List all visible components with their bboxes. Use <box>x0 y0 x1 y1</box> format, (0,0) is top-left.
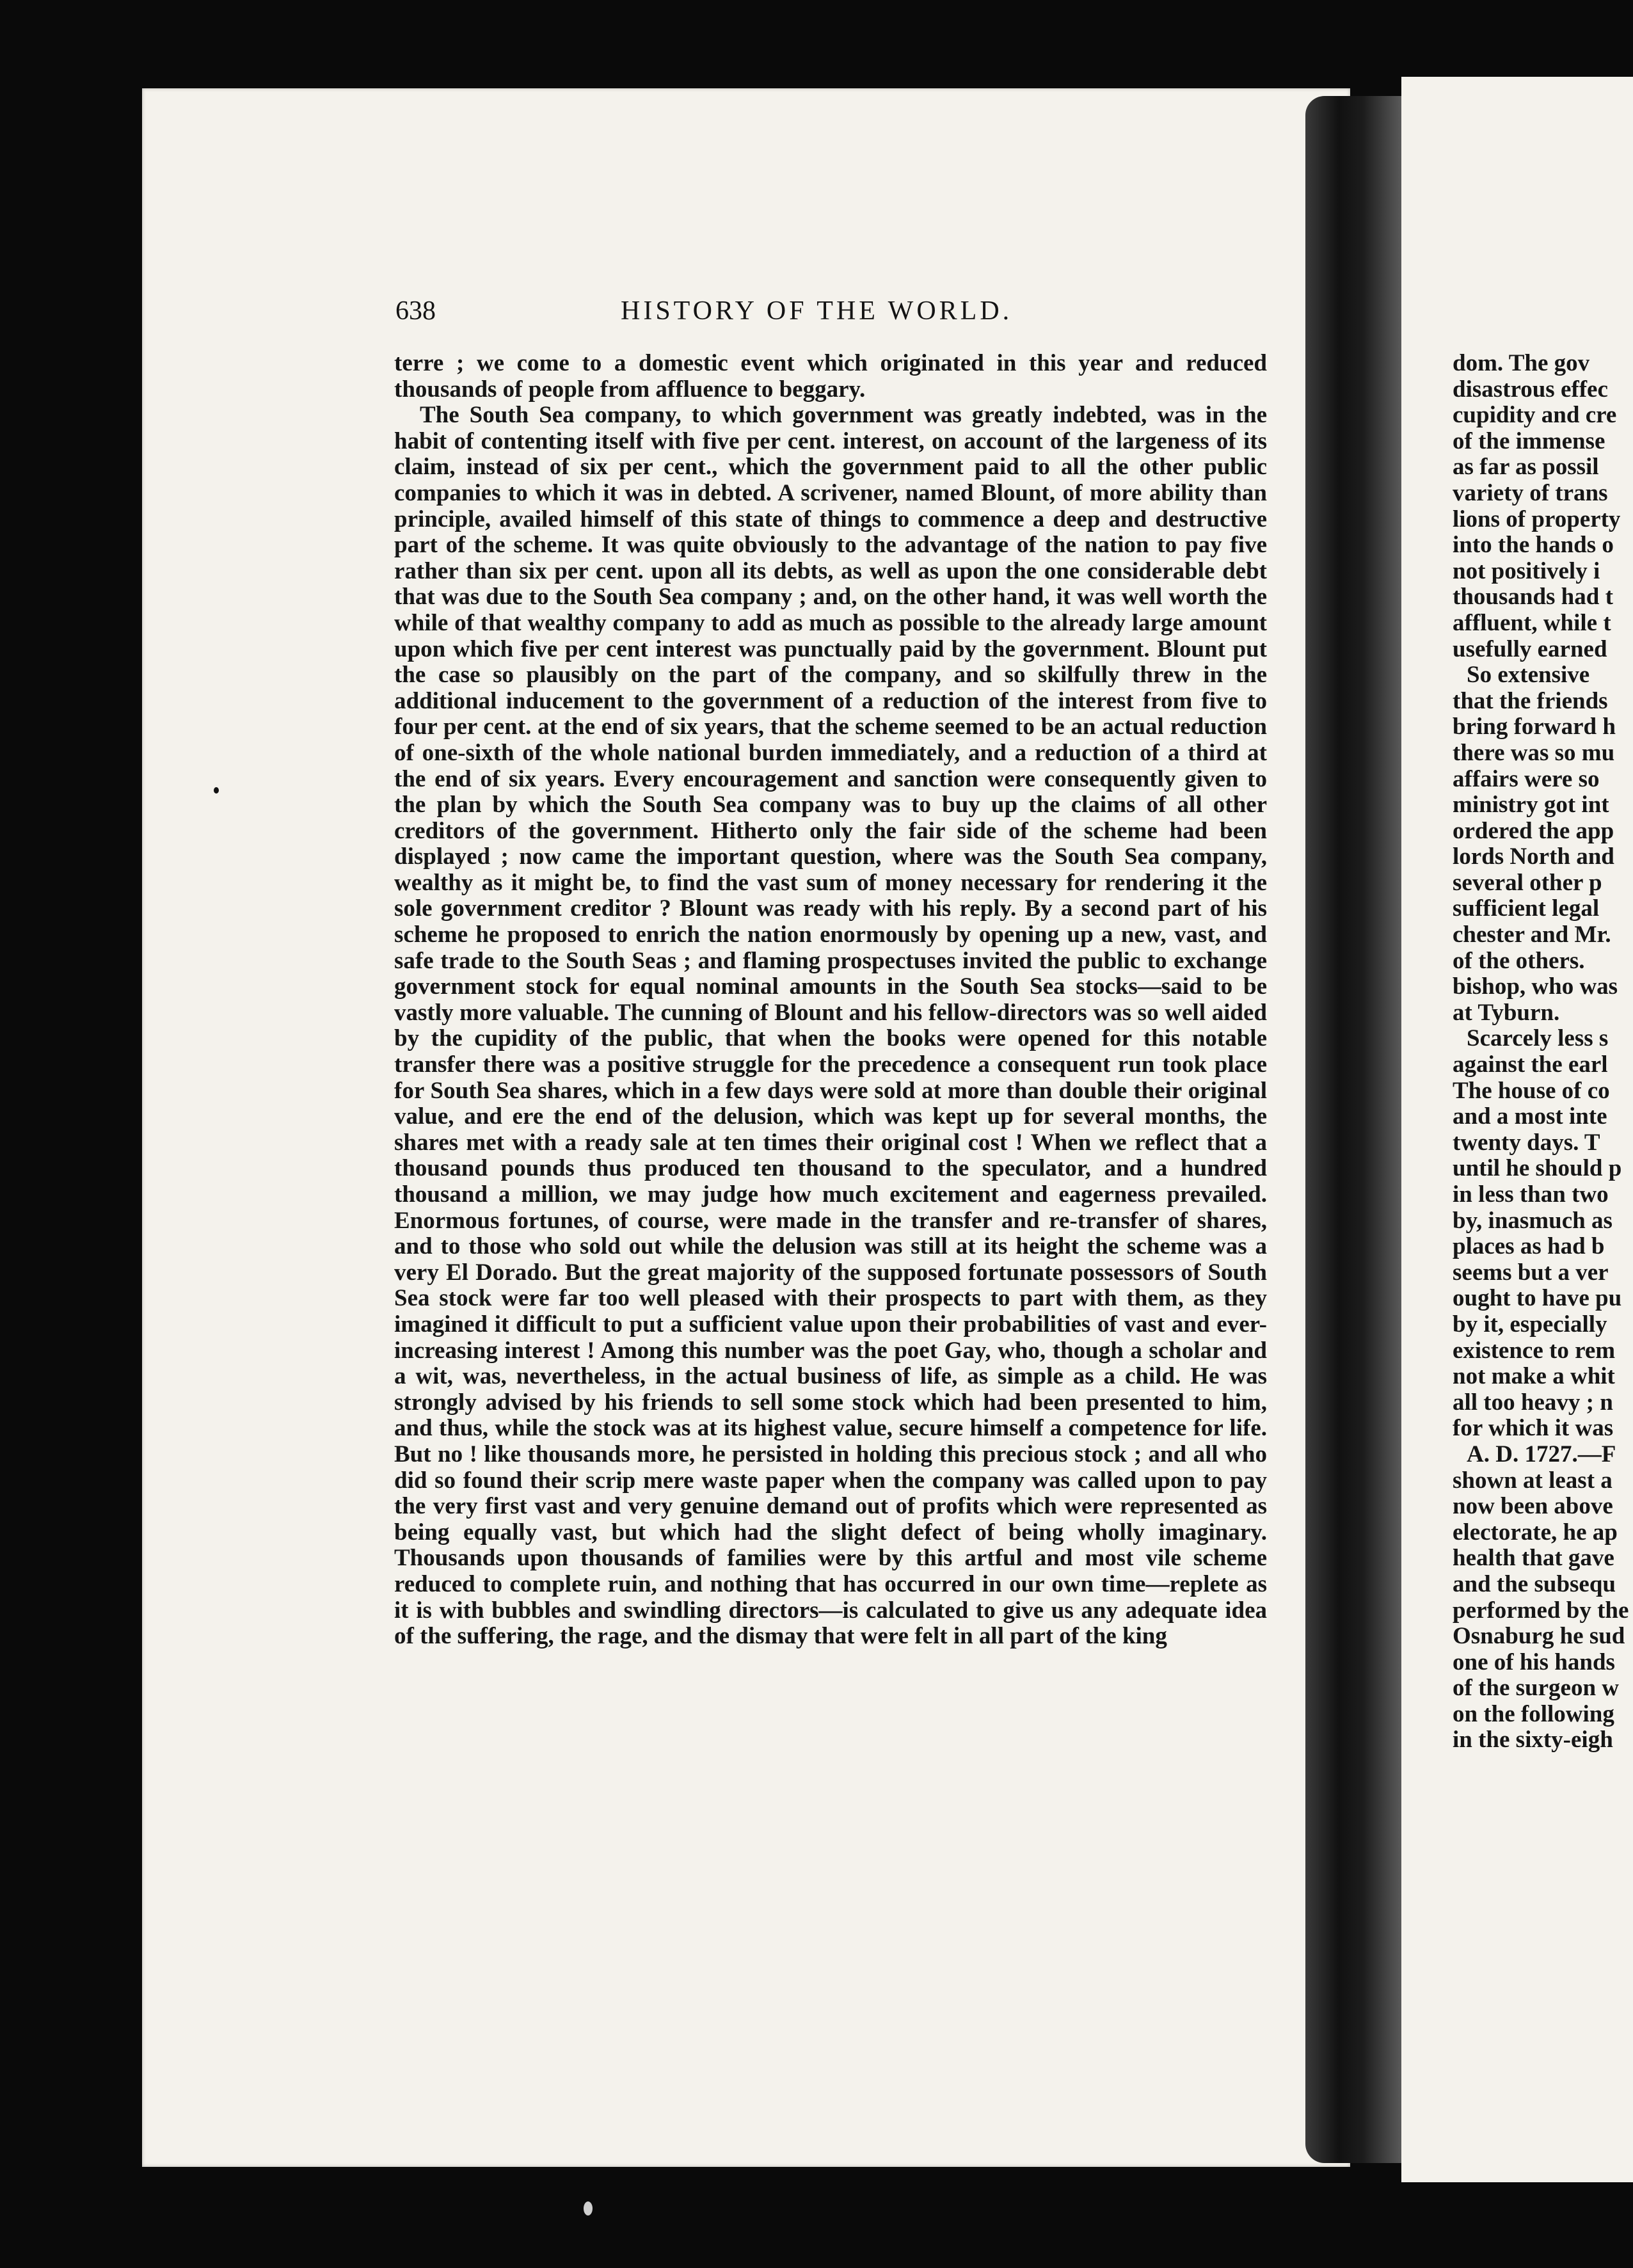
right-page-line: performed by the <box>1453 1597 1629 1624</box>
right-page-line: into the hands o <box>1453 532 1614 559</box>
right-page-line: and the subsequ <box>1453 1570 1616 1597</box>
right-page-line: at Tyburn. <box>1453 999 1560 1026</box>
right-page-line: affluent, while t <box>1453 609 1611 636</box>
scan-speck <box>584 2201 593 2216</box>
right-page-line: all too heavy ; n <box>1453 1389 1613 1416</box>
right-page-body <box>1453 351 1633 1753</box>
right-page-line: Osnaburg he sud <box>1453 1623 1625 1650</box>
right-page-line: variety of trans <box>1453 479 1608 506</box>
right-page-line: electorate, he ap <box>1453 1519 1618 1545</box>
right-page-line: of the immense <box>1453 427 1605 454</box>
right-page-line: lions of property <box>1453 506 1621 532</box>
right-page-line: ought to have pu <box>1453 1285 1622 1312</box>
right-page-line: by, inasmuch as <box>1453 1207 1613 1234</box>
right-page-line: existence to rem <box>1453 1337 1616 1364</box>
right-page-line: in the sixty-eigh <box>1453 1727 1613 1753</box>
right-page-line: against the earl <box>1453 1051 1608 1078</box>
paragraph-intro: terre ; we come to a domestic event which originated in this year and reduced thousands of people from affluence to beggary. <box>394 350 1267 403</box>
right-page-line: one of his hands <box>1453 1649 1615 1675</box>
right-page-line: chester and Mr. <box>1453 922 1611 948</box>
right-page-line: ministry got int <box>1453 792 1609 819</box>
right-page-line: dom. The gov <box>1453 350 1590 376</box>
right-page-line: lords North and <box>1453 843 1614 870</box>
right-page-line: seems but a ver <box>1453 1259 1609 1286</box>
right-page-line: affairs were so <box>1453 765 1600 792</box>
right-page-line: The house of co <box>1453 1077 1610 1104</box>
page-number: 638 <box>395 296 436 326</box>
paragraph-south-sea: The South Sea company, to which government was greatly indebted, was in the habit of contenting itself with five per cent. interest, on account of the largeness of its claim, instead of six per cent., which the government paid to all the other public companies to which it was in debted. A scrivener, named Blount, of more ability than principle, availed himself of this state of things to commence a deep and destructive part of the scheme. It was quite obviously to the advantage of the nation to pay five rather than six per cent. upon all its debts, as well as upon the one considerable debt that was due to the South Sea company ; and, on the other hand, it was well worth the while of that wealthy company to add as much as possible to the already large amount upon which five per cent interest was punctually paid by the government. Blount put the case so plausibly on the part of the company, and so skilfully threw in the additional inducement to the government of a reduction of the interest from five to four per cent. at the end of six years, that the scheme seemed to be an actual reduction of one-sixth of the whole national burden immediately, and a reduction of a third at the end of six years. Every encouragement and sanction were consequently given to the plan by which the South Sea company was to buy up the claims of all other creditors of the government. Hitherto only the fair side of the scheme had been displayed ; now came the important question, where was the South Sea company, wealthy as it might be, to find the vast sum of money necessary for rendering it the sole government creditor ? Blount was ready with his reply. By a second part of his scheme he proposed to enrich the nation enormously by opening up a new, vast, and safe trade to the South Seas ; and flaming prospectuses invited the public to exchange government stock for equal nominal amounts in the South Sea stocks—said to be vastly more valuable. The cunning of Blount and his fellow-directors was so well aided by the cupidity of the public, that when the books were opened for this notable transfer there was a positive struggle for the precedence a consequent run took place for South Sea shares, which in a few days were sold at more than double their original value, and ere the end of the delusion, which was kept up for several months, the shares met with a ready sale at ten times their original cost ! When we reflect that a thousand pounds thus produced ten thousand to the speculator, and a hundred thousand a million, we may judge how much excitement and eagerness prevailed. Enormous fortunes, of course, were made in the transfer and re-transfer of shares, and to those who sold out while the delusion was still at its height the scheme was a very El Dorado. But the great majority of the supposed fortunate possessors of South Sea stock were far too well pleased with their prospects to part with them, as they imagined it difficult to put a sufficient value upon their probabilities of vast and ever-increasing interest ! Among this number was the poet Gay, who, though a scholar and a wit, was, nevertheless, in the actual business of life, as simple as a child. He was strongly advised by his friends to sell some stock which had been presented to him, and thus, while the stock was at its highest value, secure himself a competence for life. But no ! like thousands more, he persisted in holding this precious stock ; and all who did so found their scrip mere waste paper when the company was called upon to pay the very first vast and very genuine demand out of profits which were represented as being equally vast, but which had the slight defect of being wholly imaginary. Thousands upon thousands of families were by this artful and most vile scheme reduced to complete ruin, and nothing that has occurred in our own time—replete as it is with bubbles and swindling directors—is calculated to give us any adequate idea of the suffering, the rage, and the dismay that were felt in all part of the king <box>394 402 1267 1650</box>
right-page-line: bring forward h <box>1453 714 1616 740</box>
right-page-text-clip <box>1401 77 1633 2182</box>
right-page-line: twenty days. T <box>1453 1129 1600 1156</box>
right-page-line: ordered the app <box>1453 817 1614 844</box>
right-page-line: of the surgeon w <box>1453 1675 1620 1702</box>
left-page-body <box>394 351 1267 1650</box>
right-page-line: So extensive <box>1467 662 1590 689</box>
right-page-line: in less than two <box>1453 1181 1609 1208</box>
right-page-line: not make a whit <box>1453 1363 1615 1390</box>
right-page-line: disastrous effec <box>1453 376 1608 403</box>
right-page-line: several other p <box>1453 869 1602 896</box>
right-page-line: and a most inte <box>1453 1103 1607 1130</box>
right-page-line: by it, especially <box>1453 1311 1607 1338</box>
right-page-line: Scarcely less s <box>1467 1025 1609 1052</box>
scan-speck <box>214 787 219 794</box>
right-page-line: there was so mu <box>1453 739 1615 766</box>
right-page-line: as far as possil <box>1453 454 1599 481</box>
right-page-line: on the following <box>1453 1700 1614 1727</box>
right-page-line: health that gave <box>1453 1545 1614 1572</box>
right-page-line: for which it was <box>1453 1415 1614 1442</box>
right-page-line: until he should p <box>1453 1155 1622 1182</box>
right-page-line: now been above <box>1453 1493 1613 1520</box>
right-page-line: bishop, who was <box>1453 973 1618 1000</box>
right-page-line: thousands had t <box>1453 584 1613 611</box>
right-page-line: A. D. 1727.—F <box>1467 1441 1616 1467</box>
right-page-line: that the friends <box>1453 687 1608 714</box>
page-header <box>395 296 1272 334</box>
right-page-line: cupidity and cre <box>1453 402 1617 429</box>
right-page-line: not positively i <box>1453 557 1600 584</box>
book-gutter <box>1305 96 1401 2163</box>
right-page-line: places as had b <box>1453 1233 1605 1260</box>
right-page-line: of the others. <box>1453 947 1585 974</box>
right-page-line: shown at least a <box>1453 1467 1613 1494</box>
right-page-line: usefully earned <box>1453 635 1607 662</box>
running-head: HISTORY OF THE WORLD. <box>621 296 1013 326</box>
right-page-line: sufficient legal <box>1453 895 1600 922</box>
